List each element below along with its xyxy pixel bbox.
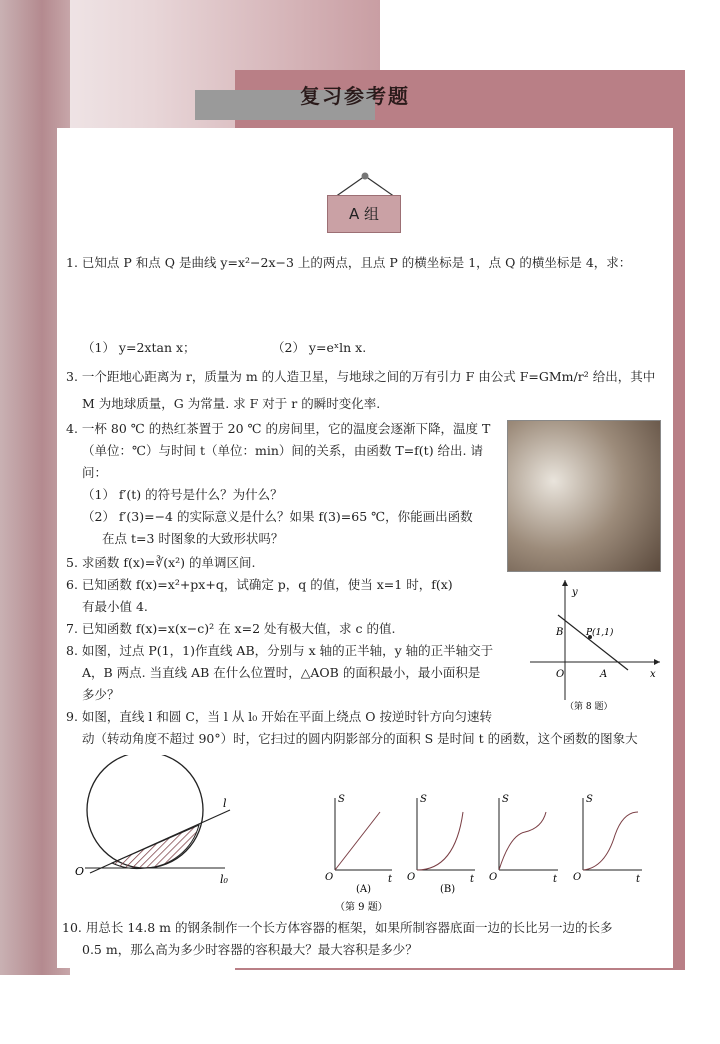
question-6b: 有最小值 4. <box>82 599 148 614</box>
question-4b: （单位：℃）与时间 t（单位：min）间的关系，由函数 T=f(t) 给出. 请 <box>82 443 483 458</box>
question-10a: 10. 用总长 14.8 m 的钢条制作一个长方体容器的框架，如果所制容器底面一边的长比另一边的长多 <box>62 920 613 935</box>
figure-9-circle <box>75 755 245 890</box>
fig9-l: l <box>223 797 227 810</box>
figure-8 <box>520 575 670 715</box>
fig8-caption: （第 8 题） <box>565 702 613 712</box>
fig9-S-4: S <box>586 794 593 805</box>
question-4d: （1） f′(t) 的符号是什么？为什么？ <box>82 487 283 502</box>
tea-photo <box>507 420 661 572</box>
page-title: 复习参考题 <box>300 84 410 108</box>
question-8a: 8. 如图，过点 P(1，1)作直线 AB，分别与 x 轴的正半轴，y 轴的正半轴交于 <box>66 643 494 658</box>
figure-9-graphs <box>320 790 660 915</box>
fig9-O-c: O <box>489 872 498 883</box>
question-1: 1. 已知点 P 和点 Q 是曲线 y=x²−2x−3 上的两点，且点 P 的横坐标是 1，点 Q 的横坐标是 4，求： <box>66 255 632 270</box>
question-10b: 0.5 m，那么高为多少时容器的容积最大？最大容积是多少？ <box>82 942 418 957</box>
question-6a: 6. 已知函数 f(x)=x²+px+q，试确定 p，q 的值，使当 x=1 时，f(x) <box>66 577 453 592</box>
question-3a: 3. 一个距地心距离为 r，质量为 m 的人造卫星，与地球之间的万有引力 F 由公式 F=GMm/r² 给出，其中 <box>66 369 656 384</box>
fig9-S-1: S <box>338 794 345 805</box>
fig8-B: B <box>556 627 564 638</box>
fig9-t-3: t <box>553 874 558 885</box>
question-3b: M 为地球质量，G 为常量. 求 F 对于 r 的瞬时变化率. <box>82 396 381 411</box>
bottom-margin <box>0 975 720 1044</box>
question-9b: 动（转动角度不超过 90°）时，它扫过的圆内阴影部分的面积 S 是时间 t 的函数，这个函数的图象大 <box>82 731 638 746</box>
fig9-caption: （第 9 题） <box>335 902 388 913</box>
question-5: 5. 求函数 f(x)=∛(x²) 的单调区间. <box>66 555 256 570</box>
fig9-l0: l₀ <box>220 873 228 886</box>
question-4c: 问： <box>82 465 108 480</box>
question-9a: 9. 如图，直线 l 和圆 C，当 l 从 l₀ 开始在平面上绕点 O 按逆时针方向匀速转 <box>66 709 492 724</box>
question-2b: （2） y=eˣln x. <box>272 340 367 355</box>
question-4f: 在点 t=3 时图象的大致形状吗？ <box>102 531 284 546</box>
fig9-O: O <box>75 865 85 878</box>
fig8-y: y <box>572 587 578 598</box>
question-2a: （1） y=2xtan x； <box>82 340 196 355</box>
question-8c: 多少？ <box>82 687 120 702</box>
fig9-O-d: O <box>573 872 582 883</box>
fig8-O: O <box>556 669 565 680</box>
fig9-O-b: O <box>407 872 416 883</box>
group-sign: A 组 <box>327 195 401 233</box>
fig9-O-a: O <box>325 872 334 883</box>
fig8-P: P(1,1) <box>586 628 614 638</box>
fig9-label-A: (A) <box>356 884 372 895</box>
fig8-x: x <box>650 669 656 680</box>
question-7: 7. 已知函数 f(x)=x(x−c)² 在 x=2 处有极大值，求 c 的值. <box>66 621 396 636</box>
fig9-label-B: (B) <box>440 884 456 895</box>
fig9-S-2: S <box>420 794 427 805</box>
question-4e: （2） f′(3)=−4 的实际意义是什么？如果 f(3)=65 ℃，你能画出函数 <box>82 509 473 524</box>
fig8-A: A <box>600 669 608 680</box>
question-4a: 4. 一杯 80 ℃ 的热红茶置于 20 ℃ 的房间里，它的温度会逐渐下降，温度 T <box>66 421 491 436</box>
question-8b: A，B 两点. 当直线 AB 在什么位置时，△AOB 的面积最小，最小面积是 <box>82 665 481 680</box>
fig9-t-2: t <box>470 874 475 885</box>
fig9-t-1: t <box>388 874 393 885</box>
fig9-t-4: t <box>636 874 641 885</box>
fig9-S-3: S <box>502 794 509 805</box>
